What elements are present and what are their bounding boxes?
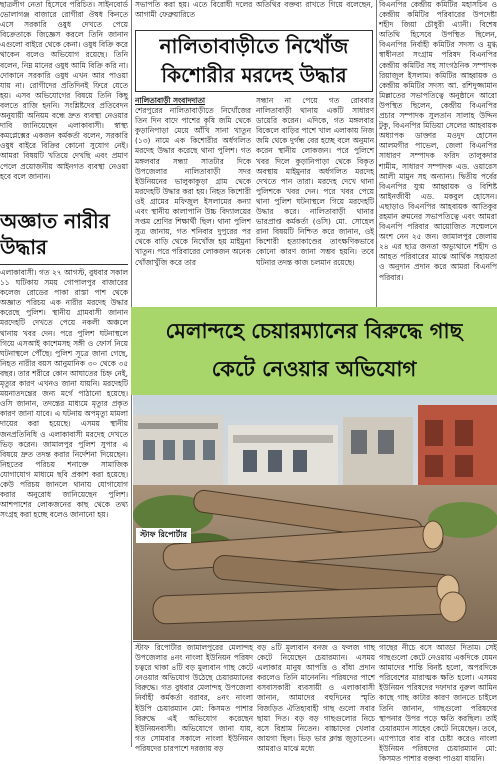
green-headline-line1: মেলান্দহে চেয়ারম্যানের বিরুদ্ধে গাছ: [165, 319, 463, 343]
bottom-story-col2-text: বড় ৪টি মূল্যবান বনজ ও ফলজ গাছ কেটে নিয়েছেন চেয়ারম্যান। এসময় এলাকার মানুষ আপত্তি ও বাঁধা প্রদান করলেও তিনি মানেননি। পরিষদের পাশে বসবাসকারী ব্যবসায়ী ও এলাকাবাসী জানান, আমাদের বহুদিনের স্মৃতি বিজড়িত ঐতিহ্যবাহী গাছ গুলো সবার ছায়া দিত। বড় বড় গাছগুলোর নিচে বসে বিশ্রাম নিতেন। বাচ্চাদের খেলার জায়গা ছিল। ভিড় ভার ক্লান্ত জুড়াতেন। আমরাও মাঝে মধ্যে: [257, 643, 375, 753]
bottom-story-col3: [379, 643, 497, 764]
bottom-story-rule: [133, 641, 497, 642]
left-column-top-article: [0, 0, 128, 205]
left-article-text: ছাত্রলীগ নেতা হিসেবে পরিচিত। সাইনবোর্ড ভোলাগঞ্জ বাজারে রোগীরা ঔষধ কিনতে এসে সরকারি ওষুধ দেখতে পেয়ে বিক্রেতাকে জিজ্ঞেস করলে তিনি জানান এগুলো বাইরে থেকে কেনা। ওষুধ বিক্রি করে থাকেন বলেও অভিযোগ রয়েছে। তিনি বলেন, নিম্ন মানের ওষুধ আমি বিক্রি করি না। দোকানে সরকারি ওষুধ এখন আর পাওয়া যায় না। রোগীদের প্রতিদিনই ফিরে যেতে হয়। এসব অভিযোগের বিষয়ে তিনি কিছু বলতে রাজি হননি। সংশ্লিষ্টদের প্রতিবেদন অনুযায়ী অনিয়ম বন্ধে দ্রুত ব্যবস্থা নেওয়ার দাবি জানিয়েছেন এলাকাবাসী। স্বাস্থ্য কমপ্লেক্সের একজন কর্মকর্তা বলেন, সরকারি ওষুধ বাইরে বিক্রির কোনো সুযোগ নেই। আমরা বিষয়টি খতিয়ে দেখছি এবং প্রমাণ পেলে প্রয়োজনীয় আইনগত ব্যবস্থা নেওয়া হবে বলে জানান।: [0, 0, 128, 181]
right-article-text: বিএনপির কেন্দ্রীয় কমিটির মহাসচিব ও কেন্দ্রীয় কমিটির পরিবারের উপদেষ্টা শহীদ জিয়া চৌধুরী এ্যানী। বিশেষ অতিথি হিসেবে উপস্থিত ছিলেন, বিএনপির নির্বাহী কমিটির সদস্য ও মুগ্ধ স্বাধীনতা সংগ্রাম পরিষদ বিএনপির কেন্দ্রীয় কমিটির সহ সাংগঠনিক সম্পাদক রিয়াজুল ইসলাম। কমিটির আহ্বায়ক ও কেন্দ্রীয় কমিটির সদস্য আ. রশিদুজ্জামান মিল্লাতের সভাপতিত্বে অনুষ্ঠানে আরো উপস্থিত ছিলেন, কেন্দ্রীয় বিএনপির প্রচার সম্পাদক সুলতান সালাহ উদ্দিন টুকু, বিএনপির মিডিয়া সেলের আহবায়ক অধ্যাপক ডাক্তার মওদুদ হোসেন আলমগীর পাভেল, জেলা বিএনপির সাধারণ সম্পাদক ফরিদ তালুকদার শামীম, সাধারণ সম্পাদক এড. ওয়ারেস আলী মামুন সহ অন্যান্য। দ্বিতীয় পর্বের বিএনপির যুগ্ম আহ্বায়ক ও বিশিষ্ট আইনজীবী এড. মকবুল হোসেন। এছাড়াও বিএনপির আহবায়ক আতিকুর রহমান রুমনের সভাপতিত্বে এবং আমরা বিএনপি পরিবার আয়োজিত সম্মেলনে অংশ নেন ২৫ জন। জামালপুর জেলায় ২৪ এর ছাত্র জনতা অভ্যুত্থানে শহীদ ও আহত পরিবারের মাঝে আর্থিক সহায়তা ও অনুদান প্রদান করে আমরা বিএনপি পরিবার।: [379, 0, 497, 282]
left-headline-rule: [0, 264, 128, 265]
column-divider-right: [376, 0, 377, 307]
left-bottom-text: এলাকাবাসী। গত ২৭ আগস্ট, বুধবার সকাল ১১ ঘটিকায় সময় গোপালপুর বাজারের কলেজ রোডের পাকা রাস্তা পাশ থেকে অজ্ঞাত পরিচয় এক নারীর মরদেহ উদ্ধার করেছে পুলিশ। স্থানীয় গ্রামবাসী জানান মরদেহটি দেখতে পেয়ে নকলী অঞ্চলে থানায় খবর দেন। পরে পুলিশ ঘটনাস্থলে গিয়ে এসআই কাশেমসহ সঙ্গী ও ফোর্স নিয়ে ঘটনাস্থলে পৌঁছে। পুলিশ সূত্রে জানা গেছে, নিহত নারীর বয়স আনুমানিক ৩০ থেকে ৩৫ বছর। তার শরীরে কোন আঘাতের চিহ্ন নেই, মৃত্যুর কারণ এখনও জানা যায়নি। মরদেহটি ময়নাতদন্তের জন্য মর্গে পাঠানো হয়েছে। ওসি জানান, তদন্তের মাধ্যমে মৃত্যুর প্রকৃত কারণ জানা যাবে। এ ঘটনায় অপমৃত্যু মামলা দায়ের করা হয়েছে। এসময় স্থানীয় জনপ্রতিনিধি ও এলাকাবাসী মরদেহ দেখতে ভিড় করেন। জামালপুর পুলিশ সুপার এ বিষয়ে দ্রুত তদন্ত করার নির্দেশনা দিয়েছেন। নিহতের পরিচয় শনাক্তে সামাজিক যোগাযোগ মাধ্যমে ছবি প্রকাশ করা হয়েছে। কেউ পরিচয় জানলে থানায় যোগাযোগ করার অনুরোধ জানিয়েছেন পুলিশ। আশপাশের লোকজনের কাছ থেকে তথ্য সংগ্রহ করা হচ্ছে বলেও জানানো হয়।: [0, 268, 128, 520]
middle-top-text: সভাপতি করা হয়। এতে বিরোধী দলের অতিথির বক্তব্য রাখতে গিয়ে বলেছেন, আগামী ফেব্রুয়ারিতে: [135, 0, 373, 20]
left-headline: [0, 208, 128, 260]
middle-headline-line1: নালিতাবাড়ীতে নিখোঁজ: [159, 34, 349, 58]
middle-story-byline: নালিতাবাড়ী সংবাদদাতা: [135, 96, 206, 105]
felled-trees-photo: [133, 395, 497, 640]
middle-story-col2-text: সন্ধান না পেয়ে গত রোববার নালিতাবাড়ী থানায় একটি সাধারণ ডায়েরি করেন। এদিকে, গত মঙ্গলবার বিকেলে বাড়ির পাশে খাল এলাকায় নিজ জমি থেকে দুর্গন্ধ বের হচ্ছে বলে অনুমান করেন স্থানীয় লোকজন। পরে পুলিশে খবর দিলে কুড়ানিপাড়া থেকে বিকৃত অবস্থায় মাইমুনার অর্ধগলিত মরদেহ দেখতে পান তারা। মরদেহ দেখে থানা পুলিশকে খবর দেন। পরে খবর পেয়ে থানা পুলিশ ঘটনাস্থলে গিয়ে মরদেহটি উদ্ধার করে। নালিতাবাড়ী থানার ভারপ্রাপ্ত কর্মকর্তা (ওসি) মো. সোহেল রানা বিষয়টি নিশ্চিত করে জানান, ওই কিশোরী হত্যাকাণ্ডের তাৎক্ষণিকভাবে কোনো কারণ জানা সম্ভব হয়নি। তবে ঘটনার তদন্ত কাজ চলমান রয়েছে।: [256, 96, 374, 267]
right-column-article: [379, 0, 497, 305]
bottom-story-col2: [257, 643, 375, 753]
middle-headline: [135, 30, 373, 92]
photo-illustration: [133, 395, 497, 640]
photo-caption: স্টাফ রিপোর্টার: [136, 528, 191, 543]
left-headline-line1: অজ্ঞাত নারীর: [0, 209, 110, 233]
middle-story-col2: [256, 96, 374, 306]
middle-column-top-article: [135, 0, 373, 30]
bottom-story-col3-text: গাছের নীচে বসে আড্ডা দিতাম। সেই গাছগুলো কেটে নেওয়ায় একদিকে যেমন আমাদের শান্তি বিনষ্ট হলো, অপরদিকে পরিবেশের মারাত্মক ক্ষতি হলো। এসময় ইউনিয়ন পরিষদের দফাদার নুরুল আমিন কাছে গাছ কাটার কারণ জানতে চাইলে তিনি জানান, গাছগুলো পরিষদের স্থাপনার উপর পড়ে ক্ষতি করছিল। তাই চেয়ারম্যান সাহেব কেটে নিয়েছেন। তবে, এ্যাপ্যারে বার বার চেষ্টা করেও নাংলা ইউনিয়ন পরিষদের চেয়ারম্যান মো: কিসমত পাশার বক্তব্য পাওয়া যায়নি।: [379, 643, 497, 764]
middle-story-col1: [135, 96, 251, 306]
left-headline-line2: উদ্ধার: [0, 235, 48, 259]
bottom-story-col1: [135, 643, 253, 753]
green-headline-box: [131, 307, 497, 395]
green-headline-line2: কেটে নেওয়ার অভিযোগ: [211, 357, 417, 381]
middle-headline-line2: কিশোরীর মরদেহ উদ্ধার: [161, 63, 347, 87]
middle-story-col1-text: শেরপুরের নালিতাবাড়ীতে নিখোঁজের তিন দিন বাদে পাশের কৃষি জমি থেকে কুড়ানিপাড়া মেয়ে আঁখি সানা খাতুন (১৩) নামে এক কিশোরীর অর্ধগলিত মরদেহ উদ্ধার করেছে থানা পুলিশ। গত মঙ্গলবার সন্ধ্যা সাতটার দিকে উপজেলার নালিতাবাড়ী সদর ইউনিয়নের ভালুকাকুড়া গ্রাম থেকে মরদেহটি উদ্ধার করা হয়। নিহত কিশোরী ওই গ্রামের মফিজুল ইসলামের কন্যা এবং স্থানীয় কালাপানি উচ্চ বিদ্যালয়ের সপ্তম শ্রেণির শিক্ষার্থী ছিল। থানা পুলিশ সুত্র জানায়, গত শনিবার দুপুরের পর থেকে বাড়ি থেকে নিখোঁজ হয় মাইমুনা খাতুন। পরে পরিবারের লোকজন অনেক খোঁজাখুঁজি করে তার: [135, 106, 251, 267]
left-column-bottom-article: [0, 268, 128, 747]
bottom-story-col1-text: স্টাফ রিপোর্টার জামালপুরের মেলান্দহ উপজেলার ৪নং নাংলা ইউনিয়ন পরিষদ চত্বরে থাকা ৪টি বড় মুল্যবান গাছ কেটে নেওয়ার অভিযোগ উঠেছে চেয়ারম্যানের বিরুদ্ধে। গত বুধবার মেলান্দহ উপজেলা নির্বাহী কর্মকর্তা বরাবর, ৪নং নাংলা ইউপি চেয়ারম্যান মো: কিসমত পাশার বিরুদ্ধে এই অভিযোগ করেছেন ইউনিয়নবাসী। অভিযোগে জানা যায়, গত সোমবার সকালে নাংলা ইউনিয়ন পরিষদের চারপাশে দরজায় বড়: [135, 643, 253, 753]
